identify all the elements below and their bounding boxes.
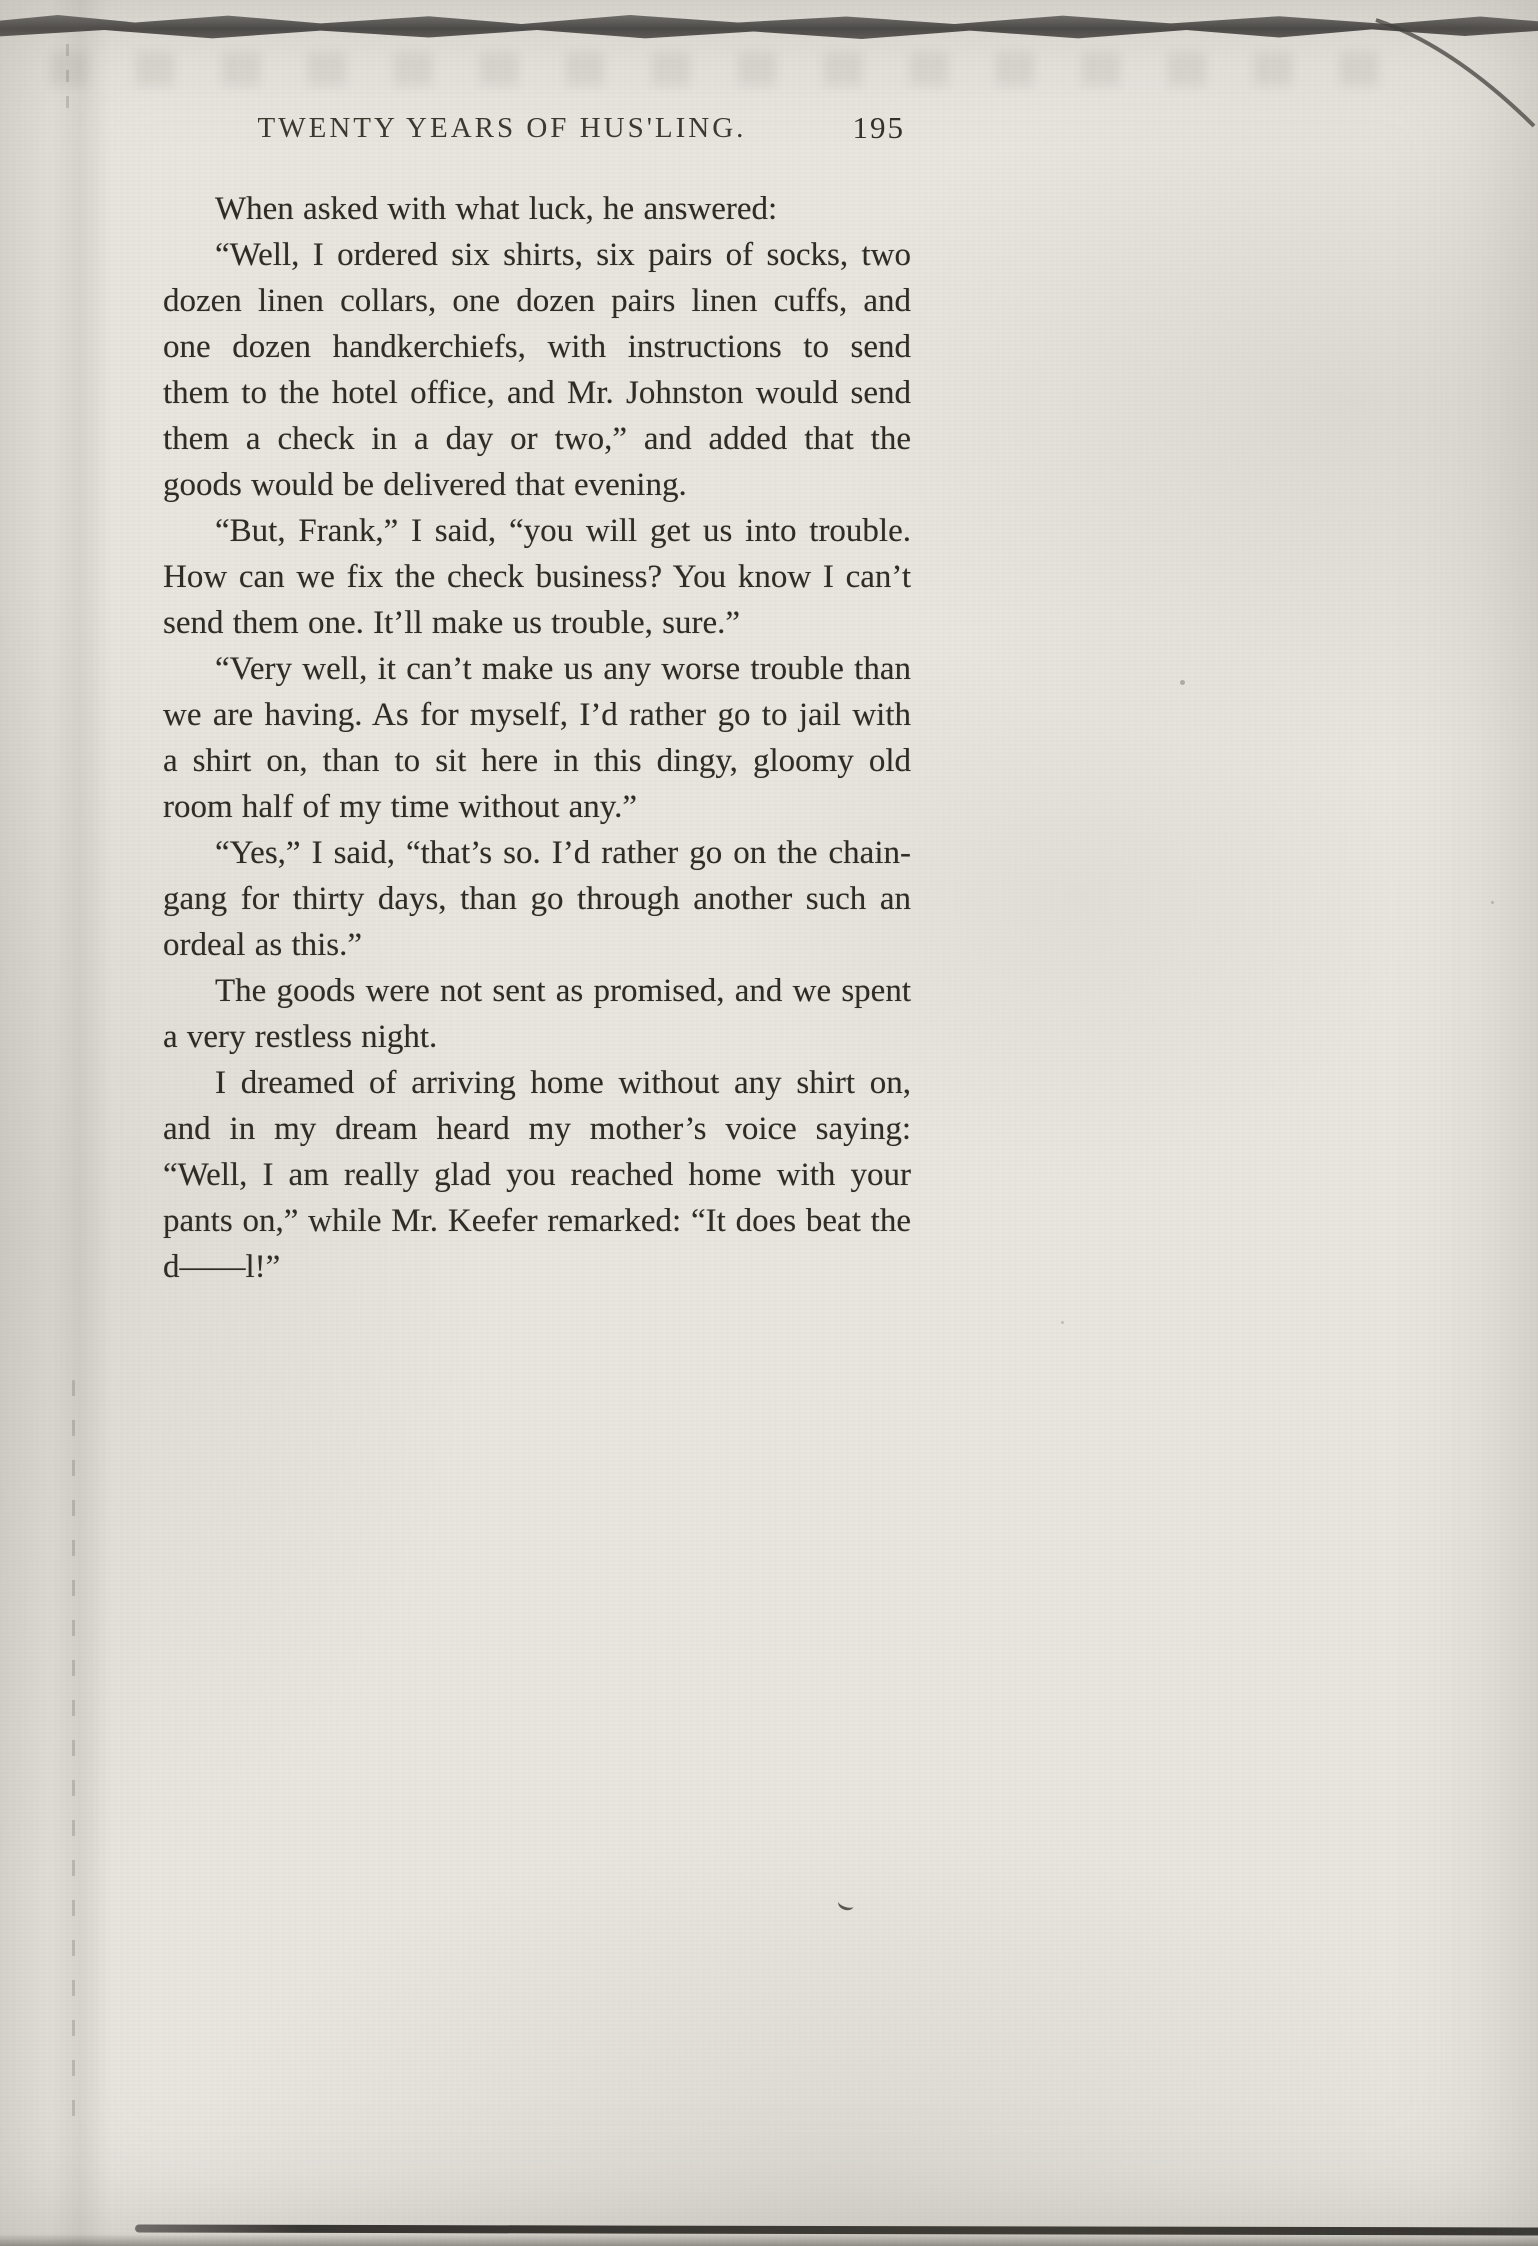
left-binding-shadow [50,0,110,2246]
page-header [163,112,911,156]
top-edge-artifact [0,12,1538,42]
left-margin-marks [72,1380,75,2120]
paragraph: The goods were not sent as promised, and we spent a very restless night. [163,973,911,1055]
top-left-margin-marks [66,44,69,114]
ink-speck [837,1896,856,1912]
paragraph: “But, Frank,” I said, “you will get us into trouble. How can we fix the check business? You know I can’t send them one. It’ll make us trouble, sure.” [163,513,911,641]
corner-crease-mark [1368,14,1538,134]
body-text [163,186,911,1290]
paragraph: When asked with what luck, he answered: [215,191,778,227]
bottom-edge-shadow [0,2234,1538,2246]
paragraph: “Yes,” I said, “that’s so. I’d rather go on the chain-gang for thirty days, than go through another such an ordeal as this.” [163,835,911,963]
paragraph: “Very well, it can’t make us any worse trouble than we are having. As for myself, I’d rather go to jail with a shirt on, than to sit here in this dingy, gloomy old room half of my time without any.” [163,651,911,825]
paper-speck [1180,680,1185,685]
page-number: 195 [852,110,905,145]
paragraph: I dreamed of arriving home without any shirt on, and in my dream heard my mother’s voice saying: “Well, I am really glad you reached home with your pants on,” while Mr. Keefer remarked: “It does beat the d——l!” [163,1065,911,1285]
bleed-through-smudges [50,52,1418,86]
text-block [163,112,911,1290]
running-title: TWENTY YEARS OF HUS'LING. [257,112,747,144]
paragraph: “Well, I ordered six shirts, six pairs of socks, two dozen linen collars, one dozen pairs linen cuffs, and one dozen handkerchiefs, with instructions to send them to the hotel office, and Mr. Johnston would send them a check in a day or two,” and added that the goods would be delivered that evening. [163,237,911,503]
